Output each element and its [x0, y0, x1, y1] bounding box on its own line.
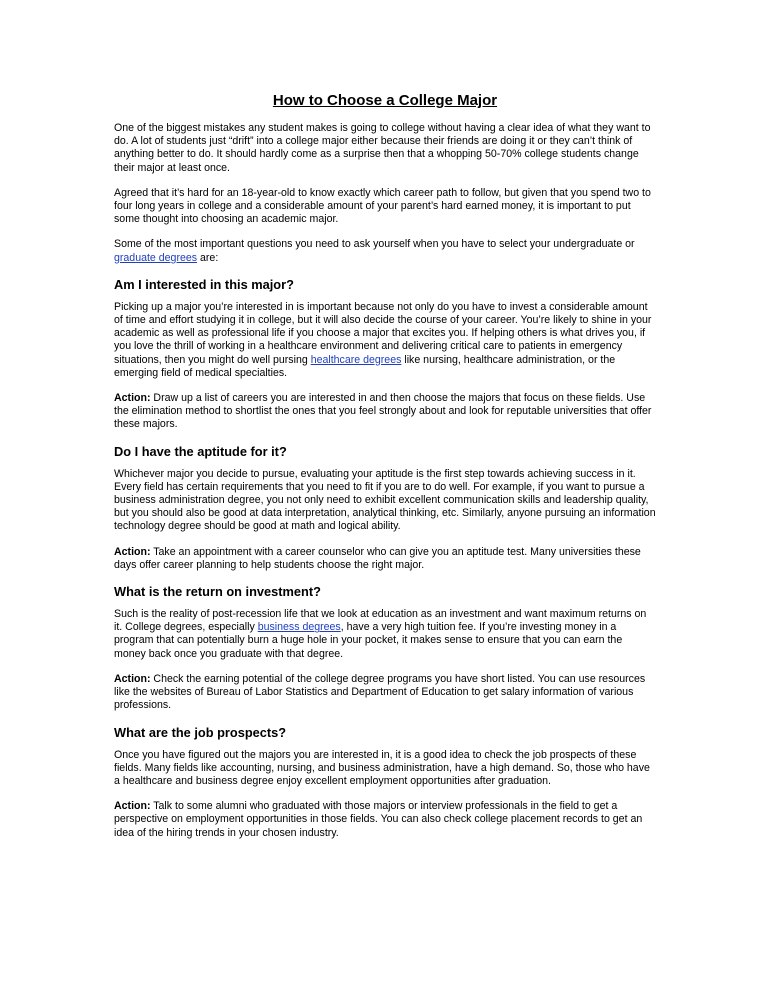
section-action-job-prospects: [114, 800, 656, 840]
section-body-text-after: like nursing, healthcare administration, or the emerging field of medical specialties.: [114, 353, 616, 379]
section-body-roi: [114, 608, 656, 661]
document-title: How to Choose a College Major: [272, 92, 498, 109]
action-label: Action:: [114, 392, 151, 405]
section-heading-aptitude: Do I have the aptitude for it?: [114, 443, 287, 459]
section-body-text-after: , have a very high tuition fee. If you’re investing money in a program that can potentially burn a huge hole in your pocket, it makes sense to ensure that you can earn the money back once you graduate with that degree.: [114, 621, 623, 660]
section-heading-job-prospects: What are the job prospects?: [114, 724, 287, 740]
section-heading-roi: What is the return on investment?: [114, 584, 321, 600]
section-body-aptitude: Whichever major you decide to pursue, evaluating your aptitude is the first step towards achieving success in it. Every field has certain requirements that you need to fit if you are to do well. For example, if you want to pursue a business administration degree, you not only need to exhibit excellent communication skills and leadership quality, but you should also be good at data interpretation, analytical thinking, etc. Similarly, anyone pursuing an information technology degree should be good at math and logical ability.: [114, 467, 656, 533]
intro-text-after-link: are:: [197, 251, 219, 264]
section-body-interest: [114, 301, 656, 380]
action-text: Talk to some alumni who graduated with those majors or interview professionals in the field to get a perspective on employment opportunities in those fields. You can also check college placement records to get an idea of the hiring trends in your chosen industry.: [114, 800, 643, 839]
graduate-degrees-link[interactable]: graduate degrees: [114, 251, 198, 264]
section-body-text: Such is the reality of post-recession life that we look at education as an investment and want maximum returns on it. College degrees, especially: [114, 608, 647, 634]
section-heading-interest: Am I interested in this major?: [114, 276, 294, 292]
intro-text-before-link: Some of the most important questions you need to ask yourself when you have to select your undergraduate or: [114, 238, 635, 251]
business-degrees-link[interactable]: business degrees: [257, 621, 341, 634]
section-action-aptitude: [114, 546, 656, 572]
intro-paragraph-3: [114, 238, 656, 264]
action-text: Take an appointment with a career counselor who can give you an aptitude test. Many universities these days offer career planning to help students choose the right major.: [114, 545, 641, 571]
section-action-interest: [114, 392, 656, 432]
intro-paragraph-2: Agreed that it’s hard for an 18-year-old to know exactly which career path to follow, but given that you spend two to four long years in college and a considerable amount of your parent’s hard earned money, it is important to put some thought into choosing an academic major.: [114, 186, 651, 226]
section-body-text: Picking up a major you’re interested in is important because not only do you have to invest a considerable amount of time and effort studying it in college, but it will also decide the course of your career. You’re likely to shine in your academic as well as professional life if you choose a major that excites you. If helping others is what drives you, if you love the thrill of working in a healthcare environment and delivering critical care to patients in emergency situations, then you might do well pursing: [114, 300, 652, 366]
action-text: Draw up a list of careers you are interested in and then choose the majors that focus on these fields. Use the elimination method to shortlist the ones that you feel strongly about and look for reputable universities that offer these majors.: [114, 392, 652, 431]
healthcare-degrees-link[interactable]: healthcare degrees: [310, 353, 402, 366]
intro-paragraph-1: One of the biggest mistakes any student makes is going to college without having a clear idea of what they want to do. A lot of students just “drift” into a college major either because their friends are doing it or they can’t think of anything better to do. It should hardly come as a surprise then that a whopping 50-70% college students change their major at least once.: [114, 122, 651, 174]
action-text: Check the earning potential of the college degree programs you have short listed. You can use resources like the websites of Bureau of Labor Statistics and Department of Education to get salary information of various professions.: [114, 672, 646, 712]
action-label: Action:: [114, 800, 151, 813]
document-page: [114, 91, 656, 852]
action-label: Action:: [114, 672, 151, 685]
section-action-roi: [114, 673, 656, 713]
action-label: Action:: [114, 545, 151, 558]
section-body-job-prospects: Once you have figured out the majors you are interested in, it is a good idea to check the job prospects of these fields. Many fields like accounting, nursing, and business administration, have a high demand. So, those who have a healthcare and business degree enjoy excellent employment opportunities after graduation.: [114, 748, 650, 787]
